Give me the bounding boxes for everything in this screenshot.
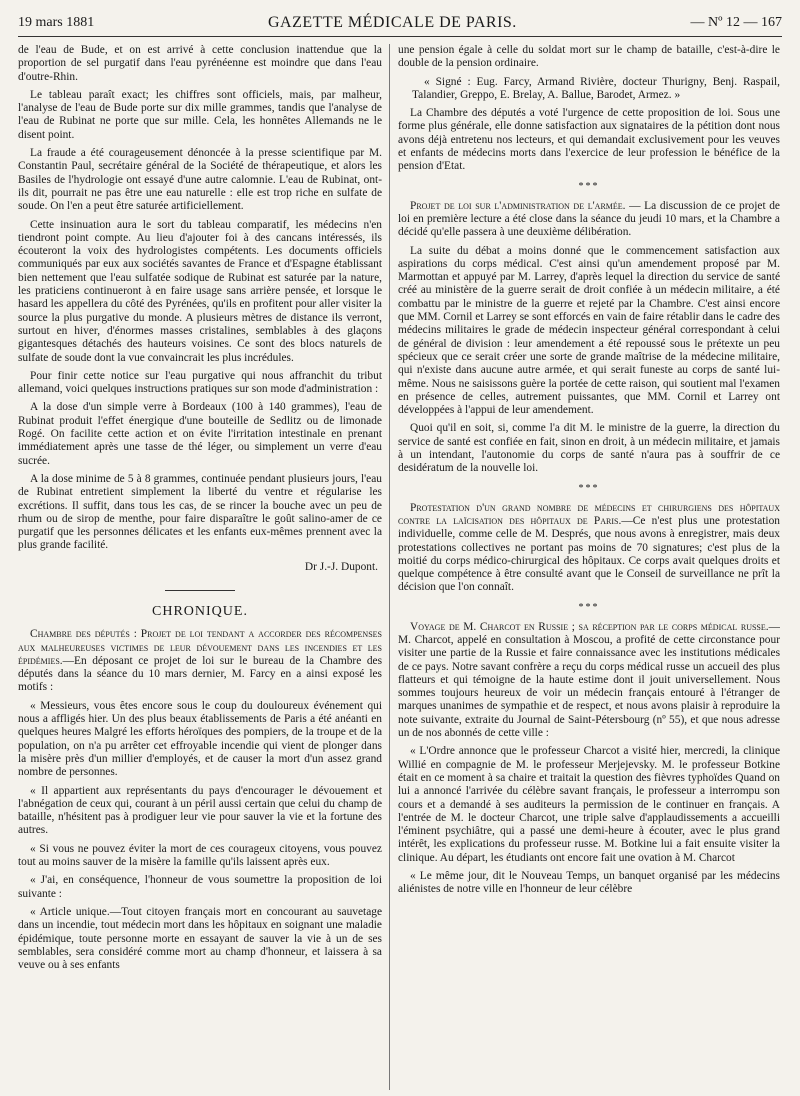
column-divider bbox=[389, 44, 390, 1090]
right-column bbox=[398, 44, 780, 1090]
section-divider bbox=[165, 590, 235, 591]
news-item-heading: Protestation d'un grand nombre de médecins et chirurgiens des hôpitaux contre la laïcisation des hôpitaux de Paris. bbox=[398, 501, 780, 527]
asterism: *** bbox=[578, 601, 600, 613]
paragraph: de l'eau de Bude, et on est arrivé à cette conclusion inattendue que la proportion de sel purgatif dans l'eau pyrénéenne est moindre que dans l'eau d'outre-Rhin. bbox=[18, 44, 382, 83]
left-column bbox=[18, 44, 382, 1090]
quote-paragraph: « Article unique.—Tout citoyen français mort en concourant au sauvetage dans un incendie, tout médecin mort dans les hôpitaux en soignant une maladie épidémique, toute personne morte en essayant de sauver la vie à un de ses semblables, sera considéré comme mort au champ d'honneur, et laissera à sa veuve ou à ses enfants bbox=[18, 905, 382, 972]
quote-paragraph: « Le même jour, dit le Nouveau Temps, un banquet organisé par les médecins aliénistes de notre ville en l'honneur de leur célèbre bbox=[398, 870, 780, 896]
paragraph: Pour finir cette notice sur l'eau purgative qui nous affranchit du tribut allemand, voici quelques instructions pratiques sur son mode d'administration : bbox=[18, 369, 382, 396]
news-item-heading: Chambre des députés : Projet de loi tendant a accorder des récompenses aux malheureuses victimes de leur dévouement dans les incendies et les épidémies. bbox=[18, 628, 382, 667]
news-item-body: —En déposant ce projet de loi sur le bureau de la Chambre des députés dans la séance du 10 mars dernier, M. Farcy en a ainsi exposé les motifs : bbox=[18, 654, 382, 694]
signatories: « Signé : Eug. Farcy, Armand Rivière, docteur Thurigny, Benj. Raspail, Talandier, Greppo, E. Brelay, A. Ballue, Barodet, Armez. » bbox=[412, 75, 780, 101]
news-item bbox=[398, 502, 780, 595]
quote-paragraph: « Messieurs, vous êtes encore sous le coup du douloureux événement qui nous a affligés hier. Un des plus beaux établissements de Paris a été anéanti en quelques heures Malgré les efforts héroïques des pompiers, de la troupe et de la population, on n'a pu arrêter cet effroyable incendie qui vient de plonger dans la misère près d'un millier d'employés, et de causer la mort d'un assez grand nombre de personnes. bbox=[18, 699, 382, 779]
paragraph: Cette insinuation aura le sort du tableau comparatif, les médecins n'en tiendront point compte. Au lieu d'ajouter foi à des cancans intéressés, ils écouteront la voix des hydrologistes compétents. Les documents officiels communiqués par eux aux sociétés savantes de France et d'Espagne établissant bien nettement que l'eau sulfatée sodique de Rubinat est saturée par la nature, les praticiens continueront à en faire usage sans arrière pensée, et lorsque le hasard les appellera du côté des Pyrénées, qu'ils en profitent pour aller visiter la source la plus purgative du monde. A plusieurs mètres de distance ils verront, surtout en hiver, d'énormes masses cristalines, semblables à des glaçons gigantesques détachés des hauteurs voisines. Ce sont des blocs naturels de sulfate de soude dont la vue convaincrait les plus incrédules. bbox=[18, 218, 382, 364]
paragraph: Le tableau paraît exact; les chiffres sont officiels, mais, par malheur, l'analyse de l'eau de Bude porte sur dix mille grammes, tandis que l'analyse de l'eau de Rubinat ne porte que sur mille. Cela, les honnêtes Allemands ne le disent point. bbox=[18, 88, 382, 141]
asterism: *** bbox=[578, 482, 600, 494]
news-item-body: — La discussion de ce projet de loi en première lecture a été close dans la séance du jeudi 10 mars, et la Chambre a décidé qu'elle passera à une deuxième délibération. bbox=[398, 199, 780, 239]
header-issue: — Nº 12 — 167 bbox=[690, 15, 782, 30]
author-signature: Dr J.-J. Dupont. bbox=[304, 560, 378, 573]
paragraph: Quoi qu'il en soit, si, comme l'a dit M. le ministre de la guerre, la direction du service de santé est confiée en fait, sinon en droit, à un médecin militaire, et jamais à un intendant, l'autonomie du corps de santé n'aura pas à souffrir de ce desidératum de la nouvelle loi. bbox=[398, 422, 780, 475]
paragraph: A la dose d'un simple verre à Bordeaux (100 à 140 grammes), l'eau de Rubinat produit l'effet énergique d'une bouteille de Sedlitz ou de limonade Rogé. On facilite cette action et on évite l'irritation intestinale en prenant immédiatement après une tasse de thé léger, ou simplement un verre d'eau sucrée. bbox=[18, 401, 382, 467]
quote-paragraph: « Si vous ne pouvez éviter la mort de ces courageux citoyens, vous pouvez tout au moins sauver de la misère la famille qu'ils laissent après eux. bbox=[18, 842, 382, 869]
paragraph: La fraude a été courageusement dénoncée à la presse scientifique par M. Constantin Paul, secrétaire général de la Société de thérapeutique, et alors les Basiles de l'hydrologie ont essayé d'une autre calomnie. L'eau de Rubinat, ont-ils dit, pourrait ne pas être une eau naturelle : elle est trop riche en sulfate de soude. On l'en a peut être saturée artificiellement. bbox=[18, 147, 382, 213]
paragraph: La Chambre des députés a voté l'urgence de cette proposition de loi. Sous une forme plus générale, elle donne satisfaction aux signataires de la pétition dont nous avons déjà entretenu nos lecteurs, et qui demandait exclusivement pour les veuves et enfants de médecins morts dans l'exercice de leur profession le bénéfice de la pension d'Etat. bbox=[398, 107, 780, 173]
chronique-title: CHRONIQUE. bbox=[152, 603, 248, 619]
quote-paragraph: « J'ai, en conséquence, l'honneur de vous soumettre la proposition de loi suivante : bbox=[18, 874, 382, 900]
paragraph: A la dose minime de 5 à 8 grammes, continuée pendant plusieurs jours, l'eau de Rubinat entretient simplement la liberté du ventre et régularise les excrétions. Il suffit, dans tous les cas, de se rincer la bouche avec un peu de rhum ou de sirop de menthe, pour faire disparaître le goût salino-amer de ce purgatif que les personnes délicates et les enfants eux-mêmes prennent avec la plus grande facilité. bbox=[18, 472, 382, 552]
asterism: *** bbox=[578, 180, 600, 192]
quote-paragraph: « L'Ordre annonce que le professeur Charcot a visité hier, mercredi, la clinique Willié en compagnie de M. le professeur Merjejevsky. M. le professeur Botkine était en ce moment à sa chaire et traitait la question des fièvres typhoïdes Quand on lui a annoncé l'arrivée du célèbre savant français, le professeur a interrompu son cours et a demandé à ses auditeurs la permission de le continuer en français. A l'entrée de M. le docteur Charcot, une triple salve d'applaudissements a accueilli l'éminent psychiâtre, qui a passé une demi-heure à écouter, avec le plus grand intérêt, les explications du professeur russe. M. Botkine lui a fait ensuite visiter la clinique. Au départ, les étudiants ont encore fait une ovation à M. Charcot bbox=[398, 745, 780, 864]
news-item bbox=[398, 200, 780, 240]
header-date: 19 mars 1881 bbox=[18, 15, 95, 30]
news-item bbox=[398, 621, 780, 741]
news-item-body: —M. Charcot, appelé en consultation à Moscou, a profité de cette circonstance pour visiter une partie de la Russie et faire connaissance avec les institutions médicales de ce pays. Notre savant confrère a reçu du corps médical russe un accueil des plus flatteurs et qui témoigne de la haute estime dont il jouit universellement. Nous sommes toujours heureux de voir un médecin français entouré à l'étranger de marques unanimes de sympathie et de respect, et nous avons plaisir à reproduire la note suivante, extraite du Journal de Saint-Pétersbourg (nº 55), et que nous adresse un de nos abonnés de cette ville : bbox=[398, 620, 780, 740]
news-item-body: —Ce n'est plus une protestation individuelle, comme celle de M. Després, que nous avons à enregistrer, mais deux protestations collectives ne portant pas moins de 70 signatures; c'est plus de la moitié du corps médico-chirurgical des hôpitaux. Ce corps avait quelques droits et quelque compétence à être consulté avant que le Conseil de surveillance ne prît la décision que l'on connaît. bbox=[398, 514, 780, 594]
header-title: GAZETTE MÉDICALE DE PARIS. bbox=[267, 14, 517, 31]
news-item-heading: Projet de loi sur l'administration de l'armée. bbox=[410, 199, 626, 212]
paragraph: une pension égale à celle du soldat mort sur le champ de bataille, c'est-à-dire le double de la pension ordinaire. bbox=[398, 44, 780, 70]
paragraph: La suite du débat a moins donné que le commencement satisfaction aux aspirations du corps médical. C'est ainsi qu'un amendement proposé par M. Marmottan et appuyé par M. Larrey, d'après lequel la direction du service de santé créé au ministère de la guerre serait de droit confiée à un médecin militaire, a été combattu par le ministre de la guerre et rejeté par la Chambre. C'est ainsi encore que MM. Cornil et Larrey se sont efforcés en vain de faire rétablir dans le cadre des médecins militaires le grade de médecin inspecteur général correspondant à celui de général de division : leur amendement a été repoussé sous le prétexte un peu spécieux que ce serait créer une sorte de grande maîtrise de la médecine militaire, qui n'existe dans aucune autre armée, et qui serait funeste au corps de santé lui-même. Nous ne saisissons guère la portée de cette raison, qui soutient mal l'examen en présence de celles, autrement puissantes, que MM. Cornil et Larrey ont développées à l'appui de leur amendement. bbox=[398, 244, 780, 417]
quote-paragraph: « Il appartient aux représentants du pays d'encourager le dévouement et l'abnégation de ceux qui, courant à un péril aussi certain que celui du champ de bataille, n'hésitent pas à prodiguer leur vie pour sauver la vie et la fortune des autres. bbox=[18, 784, 382, 837]
page-header bbox=[18, 10, 782, 37]
news-item bbox=[18, 628, 382, 694]
news-item-heading: Voyage de M. Charcot en Russie ; sa réception par le corps médical russe. bbox=[410, 620, 769, 633]
